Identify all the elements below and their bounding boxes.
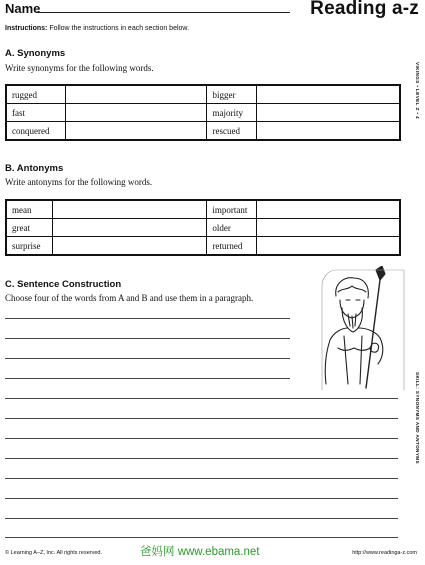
section-c-title: C. Sentence Construction xyxy=(5,279,122,290)
word-cell: great xyxy=(6,219,53,237)
writing-line[interactable] xyxy=(5,358,290,359)
answer-cell[interactable] xyxy=(66,122,207,141)
answer-cell[interactable] xyxy=(257,200,400,219)
answer-cell[interactable] xyxy=(66,85,207,104)
answer-cell[interactable] xyxy=(257,237,400,256)
table-row xyxy=(6,104,400,122)
writing-line[interactable] xyxy=(5,318,290,319)
writing-line[interactable] xyxy=(5,378,290,379)
word-cell: bigger xyxy=(207,85,257,104)
writing-line[interactable] xyxy=(5,338,290,339)
word-cell: returned xyxy=(207,237,257,256)
writing-line[interactable] xyxy=(5,398,398,399)
section-b-text: Write antonyms for the following words. xyxy=(5,177,153,187)
reading-az-logo: Reading a-z xyxy=(310,0,419,19)
section-b-title: B. Antonyms xyxy=(5,163,64,174)
side-label-skill: SKILL: SYNONYMS AND ANTONYMS xyxy=(415,372,420,464)
table-row xyxy=(6,237,400,256)
synonyms-table xyxy=(5,84,401,141)
word-cell: surprise xyxy=(6,237,53,256)
writing-line[interactable] xyxy=(5,458,398,459)
section-a-text: Write synonyms for the following words. xyxy=(5,63,154,73)
watermark: 爸妈网 www.ebama.net xyxy=(140,546,260,558)
answer-cell[interactable] xyxy=(257,219,400,237)
section-a-title: A. Synonyms xyxy=(5,48,66,59)
answer-cell[interactable] xyxy=(257,104,400,122)
writing-line[interactable] xyxy=(5,518,398,519)
antonyms-table xyxy=(5,199,401,256)
word-cell: fast xyxy=(6,104,66,122)
instructions-label: Instructions: xyxy=(5,25,48,32)
name-label: Name xyxy=(5,1,41,16)
word-cell: majority xyxy=(207,104,257,122)
answer-cell[interactable] xyxy=(53,200,207,219)
answer-cell[interactable] xyxy=(257,122,400,141)
instructions-text: Follow the instructions in each section below. xyxy=(49,25,190,32)
table-row xyxy=(6,200,400,219)
footer-copyright: © Learning A–Z, Inc. All rights reserved. xyxy=(5,550,102,556)
word-cell: mean xyxy=(6,200,53,219)
section-c-text: Choose four of the words from A and B and use them in a paragraph. xyxy=(5,293,254,303)
word-cell: important xyxy=(207,200,257,219)
answer-cell[interactable] xyxy=(257,85,400,104)
word-cell: older xyxy=(207,219,257,237)
footer-url[interactable]: http://www.readinga-z.com xyxy=(352,550,417,556)
word-cell: rescued xyxy=(207,122,257,141)
word-cell: conquered xyxy=(6,122,66,141)
table-row xyxy=(6,85,400,104)
name-field-line[interactable] xyxy=(37,12,290,13)
viking-illustration xyxy=(318,266,408,391)
writing-line[interactable] xyxy=(5,438,398,439)
answer-cell[interactable] xyxy=(53,219,207,237)
answer-cell[interactable] xyxy=(66,104,207,122)
writing-line[interactable] xyxy=(5,418,398,419)
writing-line[interactable] xyxy=(5,498,398,499)
answer-cell[interactable] xyxy=(53,237,207,256)
writing-line[interactable] xyxy=(5,537,398,538)
writing-line[interactable] xyxy=(5,478,398,479)
table-row xyxy=(6,219,400,237)
side-label-level: VIKINGS • LEVEL Z • 4 xyxy=(415,62,420,119)
instructions xyxy=(5,25,189,32)
table-row xyxy=(6,122,400,141)
word-cell: rugged xyxy=(6,85,66,104)
